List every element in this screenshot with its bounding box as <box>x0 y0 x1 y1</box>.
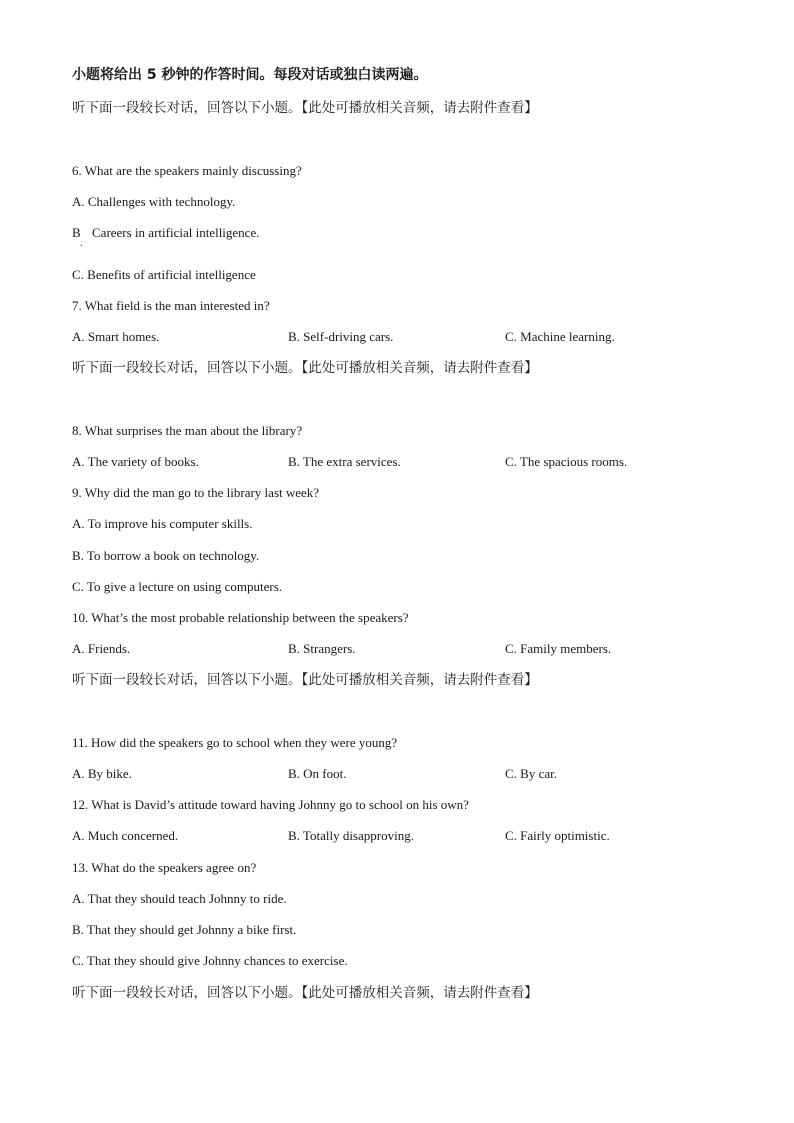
q8-option-c: C. The spacious rooms. <box>505 454 628 469</box>
question-6: 6. What are the speakers mainly discussing? <box>72 163 302 178</box>
q6-option-b-dot: . <box>80 238 83 249</box>
q8-options <box>72 454 722 470</box>
q9-option-a: A. To improve his computer skills. <box>72 516 253 531</box>
question-12: 12. What is David’s attitude toward having Johnny go to school on his own? <box>72 797 469 812</box>
q8-option-a: A. The variety of books. <box>72 454 199 469</box>
q6-option-b-text: Careers in artificial intelligence. <box>92 225 260 240</box>
q6-option-b-letter: B <box>72 225 81 240</box>
q11-option-a: A. By bike. <box>72 766 132 781</box>
q12-option-b: B. Totally disapproving. <box>288 828 414 843</box>
question-13: 13. What do the speakers agree on? <box>72 860 257 875</box>
question-10: 10. What’s the most probable relationship between the speakers? <box>72 610 409 625</box>
q13-option-b: B. That they should get Johnny a bike first. <box>72 922 297 937</box>
q13-option-c: C. That they should give Johnny chances to exercise. <box>72 953 348 968</box>
q7-option-c: C. Machine learning. <box>505 329 615 344</box>
section-heading: 小题将给出 5 秒钟的作答时间。每段对话或独白读两遍。 <box>72 67 428 83</box>
q12-option-c: C. Fairly optimistic. <box>505 828 610 843</box>
q10-option-b: B. Strangers. <box>288 641 356 656</box>
q10-options <box>72 641 722 657</box>
q7-option-b: B. Self-driving cars. <box>288 329 394 344</box>
q11-option-c: C. By car. <box>505 766 557 781</box>
q12-option-a: A. Much concerned. <box>72 828 179 843</box>
q12-options <box>72 828 722 844</box>
listening-instruction: 听下面一段较长对话，回答以下小题。【此处可播放相关音频，请去附件查看】 <box>72 360 538 376</box>
listening-instruction: 听下面一段较长对话，回答以下小题。【此处可播放相关音频，请去附件查看】 <box>72 100 538 116</box>
q11-options <box>72 766 722 782</box>
q11-option-b: B. On foot. <box>288 766 347 781</box>
q9-option-b: B. To borrow a book on technology. <box>72 548 260 563</box>
q7-options <box>72 329 722 345</box>
question-9: 9. Why did the man go to the library last week? <box>72 485 320 500</box>
question-7: 7. What field is the man interested in? <box>72 298 270 313</box>
q6-option-a: A. Challenges with technology. <box>72 194 236 209</box>
q13-option-a: A. That they should teach Johnny to ride. <box>72 891 287 906</box>
question-11: 11. How did the speakers go to school when they were young? <box>72 735 398 750</box>
question-8: 8. What surprises the man about the library? <box>72 423 303 438</box>
q9-option-c: C. To give a lecture on using computers. <box>72 579 283 594</box>
listening-instruction: 听下面一段较长对话，回答以下小题。【此处可播放相关音频，请去附件查看】 <box>72 985 538 1001</box>
q6-option-c: C. Benefits of artificial intelligence <box>72 267 256 282</box>
q8-option-b: B. The extra services. <box>288 454 401 469</box>
listening-instruction: 听下面一段较长对话，回答以下小题。【此处可播放相关音频，请去附件查看】 <box>72 672 538 688</box>
q10-option-c: C. Family members. <box>505 641 612 656</box>
q7-option-a: A. Smart homes. <box>72 329 160 344</box>
q10-option-a: A. Friends. <box>72 641 131 656</box>
